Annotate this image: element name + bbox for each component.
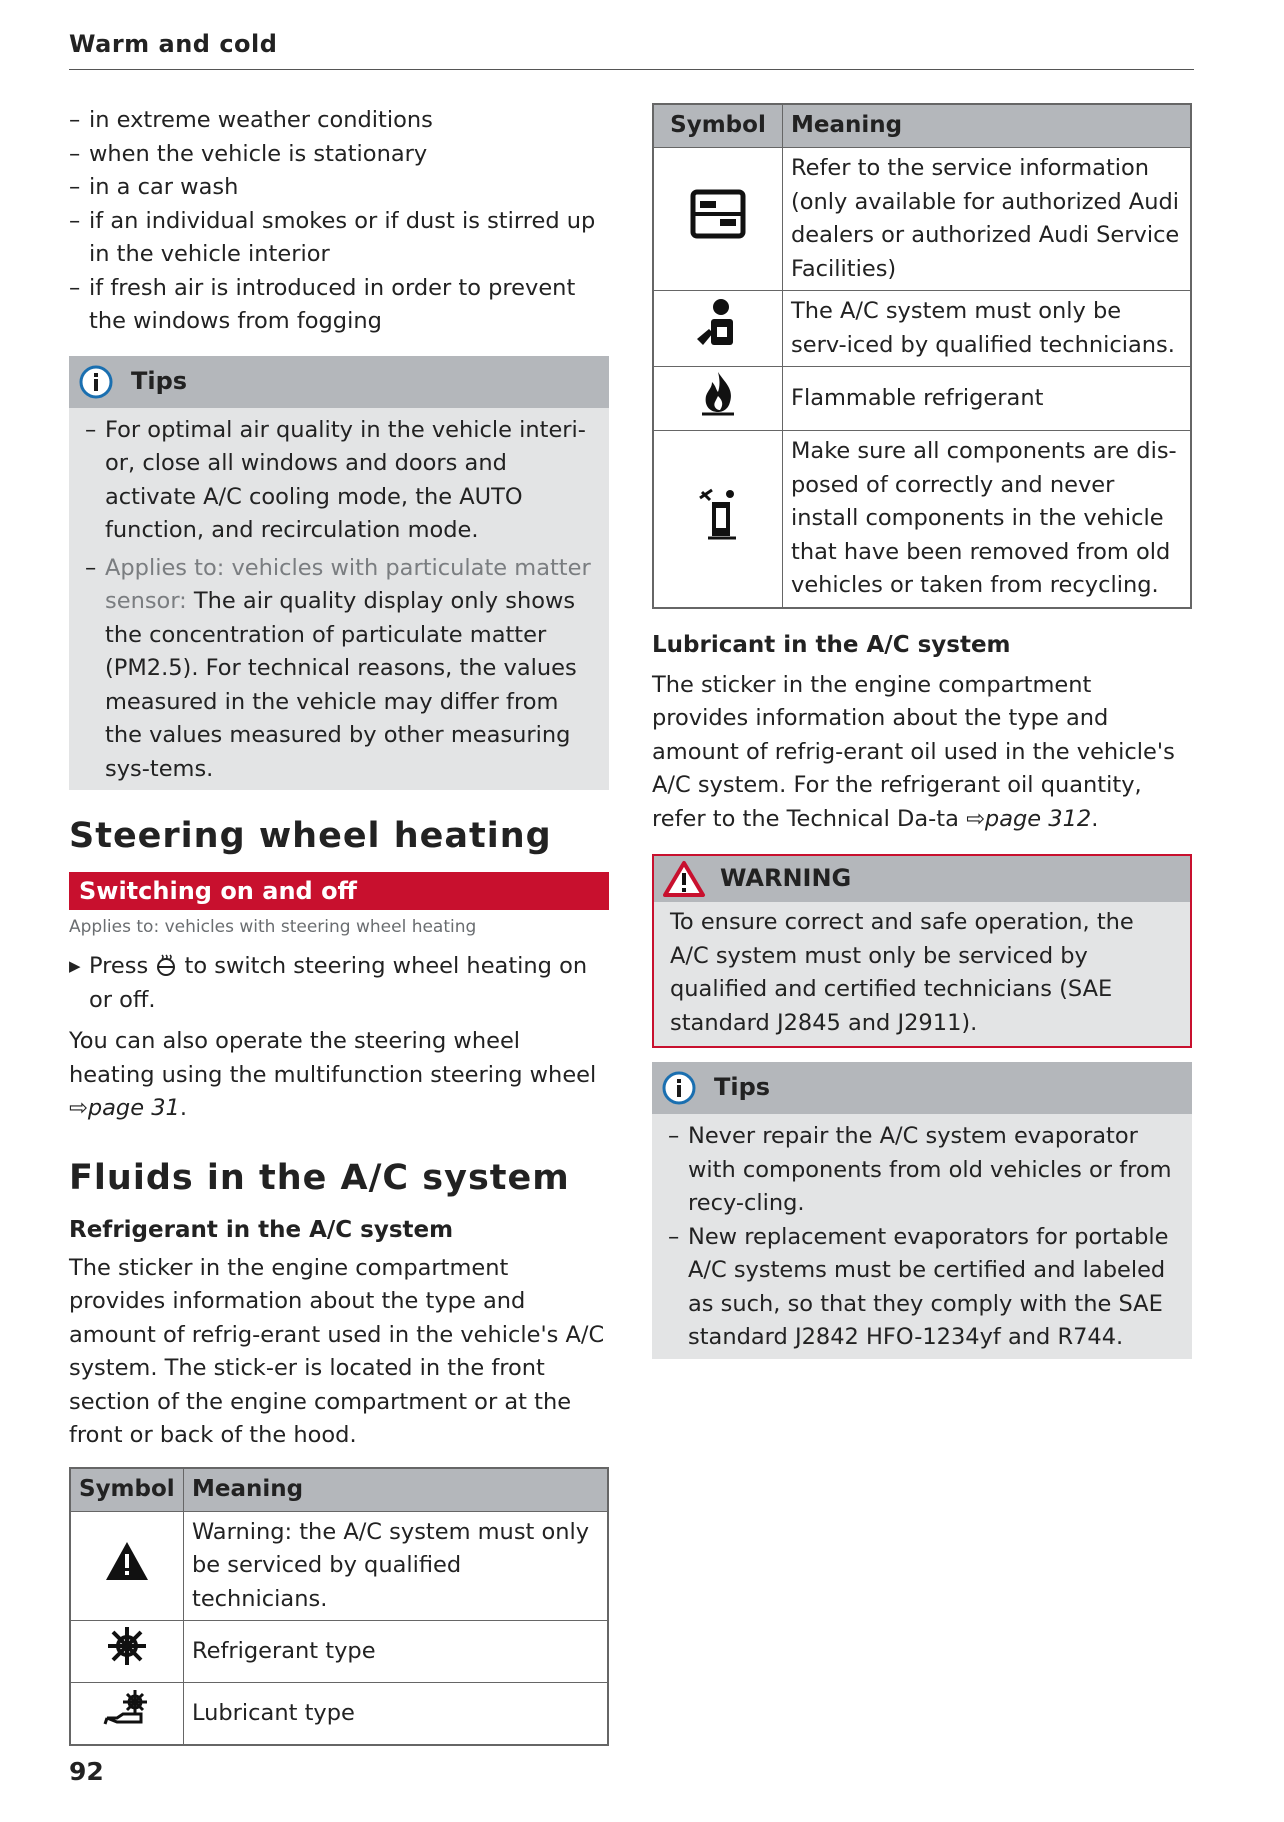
warning-title: WARNING bbox=[720, 864, 852, 893]
lubricant-text: The sticker in the engine compartment provides information about the type and amount of refrig-erant oil used in the vehicle's A/C system. For the refrigerant oil quantity, refer to the Technical Da-ta bbox=[652, 671, 1175, 832]
lubricant-paragraph: The sticker in the engine compartment provides information about the type and amount of refrig-erant oil used in the vehicle's A/C system. For the refrigerant oil quantity, refer to the Technical Da-ta ⇨page 312. bbox=[652, 671, 1175, 832]
xref-arrow-icon: ⇨ bbox=[966, 805, 985, 832]
tips-item: – For optimal air quality in the vehicle interi-or, close all windows and doors and activate A/C cooling mode, the AUTO function, and recirculation mode. bbox=[85, 414, 597, 548]
page-reference[interactable]: page 31 bbox=[87, 1095, 180, 1121]
list-item: – in a car wash bbox=[69, 171, 609, 205]
table-cell: Refrigerant type bbox=[184, 1621, 609, 1683]
table-cell: Flammable refrigerant bbox=[783, 367, 1192, 431]
right-column bbox=[652, 103, 1192, 1359]
oilcan-snowflake-icon bbox=[103, 1688, 151, 1728]
snowflake-icon bbox=[106, 1625, 148, 1667]
warning-triangle-icon bbox=[104, 1540, 150, 1582]
recycling-bin-icon bbox=[696, 486, 740, 542]
tips-header bbox=[69, 356, 609, 408]
page-reference[interactable]: page 312 bbox=[984, 805, 1092, 832]
col-symbol: Symbol bbox=[70, 1468, 184, 1512]
tips-box-right bbox=[652, 1062, 1192, 1359]
table-cell: Make sure all components are dis-posed of correctly and never install components in the vehicle that have been removed from old vehicles or taken from recycling. bbox=[783, 431, 1192, 608]
press-text-rest: to switch steering wheel heating on or off. bbox=[89, 953, 588, 1013]
list-item: – when the vehicle is stationary bbox=[69, 138, 609, 172]
applies-prefix: Applies to: vehicles with particulate matter sensor: bbox=[105, 554, 591, 614]
technician-icon bbox=[693, 297, 743, 349]
switching-bar: Switching on and off bbox=[69, 872, 609, 910]
info-icon bbox=[662, 1071, 696, 1105]
page-number: 92 bbox=[69, 1757, 104, 1786]
table-row bbox=[70, 1621, 608, 1683]
tips-title: Tips bbox=[714, 1073, 771, 1102]
table-cell: The A/C system must only be serv-iced by qualified technicians. bbox=[783, 291, 1192, 367]
tips-item: – New replacement evaporators for portable A/C systems must be certified and labeled as such, so that they comply with the SAE standard J2842 HFO-1234yf and R744. bbox=[668, 1221, 1180, 1355]
also-paragraph: You can also operate the steering wheel heating using the multifunction steering wheel ⇨page 31. bbox=[69, 1028, 597, 1121]
refrigerant-paragraph: The sticker in the engine compartment provides information about the type and amount of refrig-erant used in the vehicle's A/C system. The stick-er is located in the front section of the engine compartment or at the front or back of the hood. bbox=[69, 1254, 605, 1448]
warning-header bbox=[654, 856, 1190, 902]
tips-item: – Never repair the A/C system evaporator with components from old vehicles or from recy-cling. bbox=[668, 1120, 1180, 1221]
tips-title: Tips bbox=[131, 366, 188, 395]
tips-header bbox=[652, 1062, 1192, 1114]
list-item: – if an individual smokes or if dust is stirred up in the vehicle interior bbox=[69, 205, 609, 272]
col-symbol: Symbol bbox=[653, 104, 783, 148]
conditions-list bbox=[69, 104, 609, 339]
steering-heading: Steering wheel heating bbox=[69, 816, 552, 856]
press-instruction bbox=[69, 950, 609, 1017]
col-meaning: Meaning bbox=[184, 1468, 609, 1512]
refrigerant-subheading: Refrigerant in the A/C system bbox=[69, 1216, 454, 1243]
table-cell: Refer to the service information (only available for authorized Audi dealers or authorized Audi Service Facilities) bbox=[783, 148, 1192, 291]
table-cell: Warning: the A/C system must only be serviced by qualified technicians. bbox=[184, 1511, 609, 1621]
table-row bbox=[653, 148, 1191, 291]
service-manual-icon bbox=[690, 189, 746, 239]
info-icon bbox=[79, 365, 113, 399]
tips-item-text: The air quality display only shows the concentration of particulate matter (PM2.5). For technical reasons, the values measured in the vehicle may differ from the values measured by other measuring sys-tems. bbox=[105, 588, 577, 782]
tips-item bbox=[85, 552, 597, 787]
left-column bbox=[69, 104, 609, 1746]
table-row bbox=[653, 291, 1191, 367]
warning-box bbox=[652, 854, 1192, 1048]
lubricant-subheading: Lubricant in the A/C system bbox=[652, 631, 1011, 658]
symbol-table-left bbox=[69, 1467, 609, 1746]
also-text: You can also operate the steering wheel heating using the multifunction steering wheel bbox=[69, 1028, 597, 1088]
press-text: Press bbox=[89, 953, 149, 979]
table-cell: Lubricant type bbox=[184, 1683, 609, 1745]
xref-arrow-icon: ⇨ bbox=[69, 1095, 88, 1121]
header-rule bbox=[69, 69, 1194, 70]
col-meaning: Meaning bbox=[783, 104, 1192, 148]
applies-note: Applies to: vehicles with steering wheel heating bbox=[69, 917, 477, 937]
tips-box-left bbox=[69, 356, 609, 791]
header-title: Warm and cold bbox=[69, 30, 278, 58]
symbol-table-right bbox=[652, 103, 1192, 609]
warning-text: To ensure correct and safe operation, the A/C system must only be serviced by qualified and certified technicians (SAE standard J2845 and J2911). bbox=[670, 909, 1134, 1036]
steering-heat-icon bbox=[155, 954, 177, 976]
warning-triangle-icon bbox=[662, 860, 706, 898]
table-row bbox=[653, 367, 1191, 431]
fluids-heading: Fluids in the A/C system bbox=[69, 1157, 570, 1198]
table-row bbox=[70, 1683, 608, 1745]
bullet-arrow-icon: ▶ bbox=[69, 957, 81, 975]
flame-icon bbox=[698, 370, 738, 416]
list-item: – in extreme weather conditions bbox=[69, 104, 609, 138]
table-row bbox=[70, 1511, 608, 1621]
table-row bbox=[653, 431, 1191, 608]
list-item: – if fresh air is introduced in order to prevent the windows from fogging bbox=[69, 272, 609, 339]
